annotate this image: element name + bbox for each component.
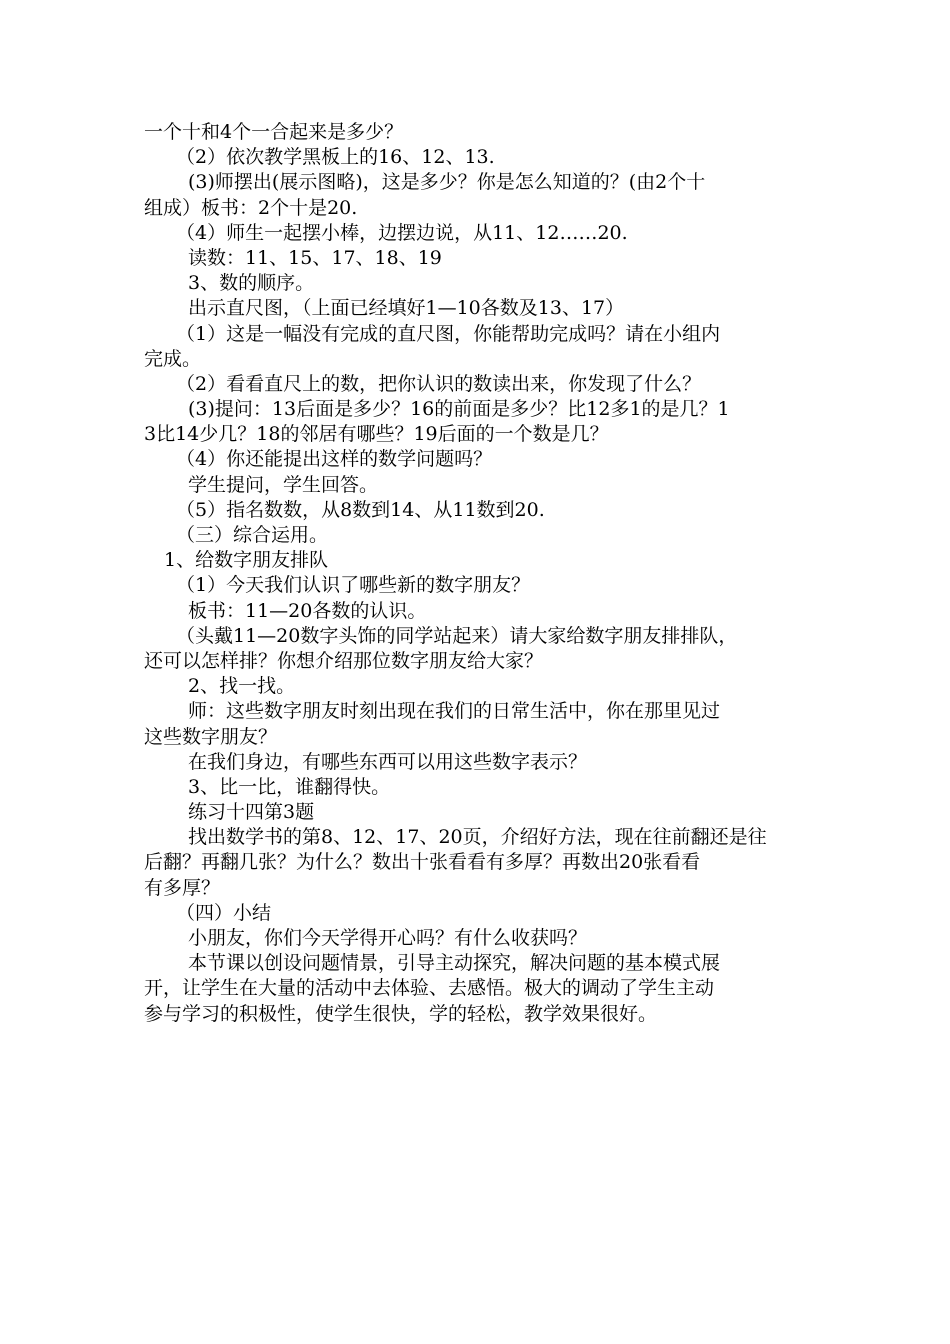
text-line: 组成）板书：2个十是20. xyxy=(144,196,358,219)
text-line: 在我们身边，有哪些东西可以用这些数字表示？ xyxy=(188,750,588,773)
text-line: 3、数的顺序。 xyxy=(188,272,315,295)
text-line: （5）指名数数，从8数到14、从11数到20. xyxy=(176,498,545,521)
text-line: 一个十和4个一合起来是多少？ xyxy=(144,121,404,143)
text-line: 开，让学生在大量的活动中去体验、去感悟。极大的调动了学生主动 xyxy=(144,977,715,1000)
text-line: 参与学习的积极性，使学生很快，学的轻松，教学效果很好。 xyxy=(144,1002,658,1025)
text-line: 读数：11、15、17、18、19 xyxy=(188,246,442,269)
text-line: (3)师摆出(展示图略)，这是多少？你是怎么知道的？(由2个十 xyxy=(188,171,706,194)
text-line: （4）你还能提出这样的数学问题吗？ xyxy=(176,448,493,471)
text-line: 小朋友，你们今天学得开心吗？有什么收获吗？ xyxy=(188,927,588,949)
text-line: （1）今天我们认识了哪些新的数字朋友？ xyxy=(176,574,531,597)
text-line: 3、比一比，谁翻得快。 xyxy=(188,775,391,798)
text-line: 2、找一找。 xyxy=(188,675,296,698)
document-body xyxy=(144,120,814,1027)
text-line: 板书：11—20各数的认识。 xyxy=(188,599,427,622)
text-line: 学生提问，学生回答。 xyxy=(188,473,379,496)
text-line: 后翻？再翻几张？为什么？数出十张看看有多厚？再数出20张看看 xyxy=(144,851,701,874)
text-line: （四）小结 xyxy=(176,901,272,924)
text-line: 这些数字朋友？ xyxy=(144,725,278,748)
text-line: 完成。 xyxy=(144,347,202,370)
text-line: 出示直尺图，（上面已经填好1—10各数及13、17） xyxy=(188,297,625,320)
text-line: 有多厚？ xyxy=(144,876,221,899)
text-line: （2）看看直尺上的数，把你认识的数读出来，你发现了什么？ xyxy=(176,372,702,395)
text-line: 练习十四第3题 xyxy=(188,801,315,824)
text-line: 1、给数字朋友排队 xyxy=(164,549,329,572)
text-line: （1）这是一幅没有完成的直尺图，你能帮助完成吗？请在小组内 xyxy=(176,322,721,345)
text-line: （头戴11—20数字头饰的同学站起来）请大家给数字朋友排排队， xyxy=(176,624,738,647)
text-line: 师：这些数字朋友时刻出现在我们的日常生活中，你在那里见过 xyxy=(188,700,721,723)
text-line: (3)提问：13后面是多少？16的前面是多少？比12多1的是几？1 xyxy=(188,398,730,421)
text-line: （2）依次教学黑板上的16、12、13. xyxy=(176,146,495,169)
text-line: 3比14少几？18的邻居有哪些？19后面的一个数是几？ xyxy=(144,423,609,446)
text-line: （4）师生一起摆小棒，边摆边说，从11、12……20. xyxy=(176,221,628,244)
text-line: （三）综合运用。 xyxy=(176,524,329,546)
text-line: 还可以怎样排？你想介绍那位数字朋友给大家？ xyxy=(144,649,544,672)
text-line: 本节课以创设问题情景，引导主动探究，解决问题的基本模式展 xyxy=(188,952,721,975)
text-line: 找出数学书的第8、12、17、20页，介绍好方法，现在往前翻还是往 xyxy=(188,826,767,849)
